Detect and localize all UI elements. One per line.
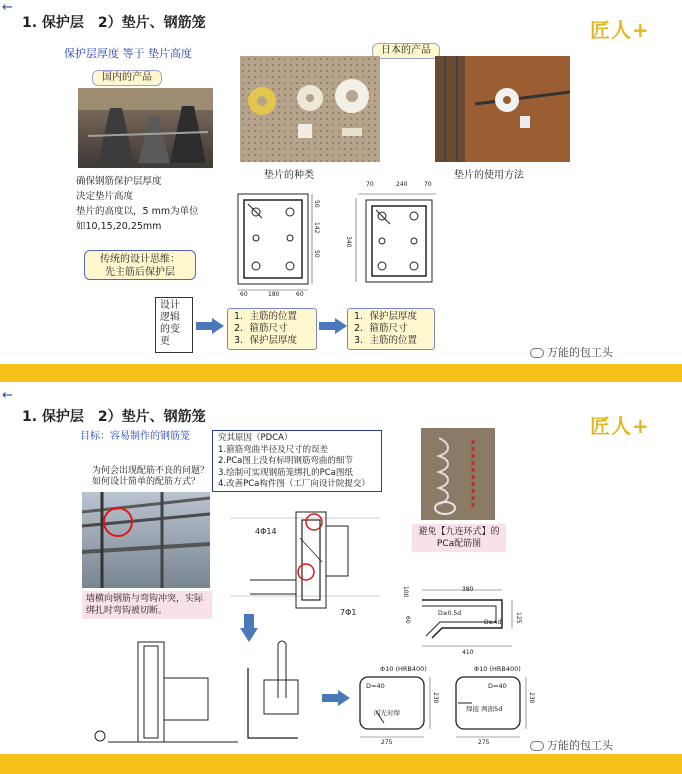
pdca-box — [212, 430, 382, 492]
stirrup-right-h: 230 — [528, 692, 535, 704]
spacer-types-photo — [240, 56, 380, 162]
list-item: 2．箍筋尺寸 — [354, 323, 408, 334]
list-item: 3．保护层厚度 — [234, 335, 298, 346]
list-old-order — [227, 308, 317, 350]
pdca-item: 3.绘制可实现钢筋笼绑扎的PCa图纸 — [218, 467, 353, 478]
stirrup-right-w: 275 — [478, 739, 490, 746]
hook-dim-d2: D≥4d — [484, 619, 502, 626]
dim-left-bot1: 60 — [240, 291, 248, 298]
watermark — [530, 737, 613, 753]
spacer-usage-label: 垫片的使用方法 — [448, 164, 530, 183]
desc-line: 垫片的高度以，5 mm为单位 — [76, 206, 199, 217]
stirrup-left-h: 230 — [432, 692, 439, 704]
slide-2 — [0, 388, 682, 774]
question-text: 为何会出现配筋不良的问题？ 如何设计简单的配筋方式？ — [92, 466, 210, 487]
brand-logo: 匠人+ — [590, 414, 650, 438]
dim-right-side: 340 — [345, 236, 352, 248]
wechat-icon — [530, 741, 544, 751]
watermark-text: 万能的包工头 — [547, 739, 613, 752]
dim-right-top2: 240 — [396, 181, 408, 188]
section-drawing-right — [348, 186, 438, 286]
dim-left-c: 50 — [313, 250, 320, 258]
avoid-note: 避免【九连环式】的 PCa配筋图 — [412, 524, 506, 552]
description-list — [76, 174, 199, 234]
japan-label: 日本的产品 — [372, 43, 440, 59]
hook-dim-h3: 125 — [515, 612, 522, 624]
pdca-title: 究其原因（PDCA） — [218, 433, 293, 443]
arrow-right-icon — [319, 318, 347, 334]
section-drawing-left — [232, 190, 322, 302]
conflict-note: 墙横向钢筋与弯钩冲突，实际 绑扎时弯钩被切断。 — [82, 591, 212, 619]
stirrup-left-note: 闪光对焊 — [374, 709, 400, 717]
list-item: 1．保护层厚度 — [354, 311, 418, 322]
back-arrow-icon[interactable]: ← — [2, 388, 13, 403]
dim-left-bot3: 60 — [296, 291, 304, 298]
hook-dim-total: 410 — [462, 649, 474, 656]
watermark-text: 万能的包工头 — [547, 346, 613, 359]
list-item: 2．箍筋尺寸 — [234, 323, 288, 334]
wechat-icon — [530, 348, 544, 358]
back-arrow-icon[interactable]: ← — [2, 0, 13, 15]
stirrup-right-d: D=40 — [488, 682, 507, 690]
hook-dim-w: 380 — [462, 586, 474, 593]
dim-right-top3: 70 — [424, 181, 432, 188]
rebar-label-bottom: 7Φ1 — [340, 608, 357, 617]
list-item: 1．主筋的位置 — [234, 311, 298, 322]
spacer-usage-photo — [435, 56, 570, 162]
watermark — [530, 344, 613, 360]
traditional-thinking-box: 传统的设计思维： 先主筋后保护层 — [84, 250, 196, 280]
dim-left-b: 142 — [313, 222, 320, 234]
goal-text: 目标：容易制作的钢筋笼 — [80, 431, 190, 442]
pdca-item: 2.PCa图上没有标明钢筋弯曲的细节 — [218, 456, 353, 466]
rebar-conflict-photo — [82, 492, 210, 588]
desc-line: 如10,15,20,25mm — [76, 221, 162, 232]
rebar-label-top: 4Φ14 — [255, 527, 277, 536]
arrow-right-icon — [196, 318, 224, 334]
stirrup-right-spec: Φ10 (HRB400) — [474, 665, 521, 673]
pdca-item: 1.箍筋弯曲半径及尺寸的误差 — [218, 444, 329, 455]
slide-title: 1. 保护层 2）垫片、钢筋笼 — [22, 409, 206, 425]
list-new-order — [347, 308, 435, 350]
slide-title: 1. 保护层 2）垫片、钢筋笼 — [22, 15, 206, 31]
domestic-label: 国内的产品 — [92, 70, 162, 86]
dim-right-top1: 70 — [366, 181, 374, 188]
list-item: 3．主筋的位置 — [354, 335, 418, 346]
dim-left-a: 50 — [313, 200, 320, 208]
arrow-right-icon — [322, 690, 350, 706]
nine-ring-photo — [421, 428, 495, 520]
hook-dim-h2: 60 — [404, 616, 411, 624]
rebar-elevation-drawing — [88, 638, 308, 753]
domestic-spacer-photo — [78, 88, 213, 168]
spacer-types-label: 垫片的种类 — [258, 164, 320, 183]
rebar-detail-drawing — [230, 498, 380, 616]
stirrup-left-d: D=40 — [366, 682, 385, 690]
hook-dim-h1: 100 — [402, 586, 409, 598]
desc-line: 决定垫片高度 — [76, 191, 134, 202]
stirrup-left-w: 275 — [381, 739, 393, 746]
subtitle: 保护层厚度 等于 垫片高度 — [64, 47, 192, 60]
stirrup-right-note: 焊接 两面5d — [466, 705, 503, 713]
dim-left-bot2: 180 — [268, 291, 280, 298]
brand-logo: 匠人+ — [590, 18, 650, 42]
bottom-band — [0, 364, 682, 382]
bottom-band — [0, 754, 682, 774]
design-logic-box: 设计 逻辑 的变 更 — [155, 297, 193, 353]
pdca-item: 4.改善PCa构件图（工厂向设计院提交） — [218, 479, 370, 489]
desc-line: 确保钢筋保护层厚度 — [76, 176, 162, 187]
stirrup-left-spec: Φ10 (HRB400) — [380, 665, 427, 673]
hook-dim-d1: D≥0.5d — [438, 610, 461, 617]
